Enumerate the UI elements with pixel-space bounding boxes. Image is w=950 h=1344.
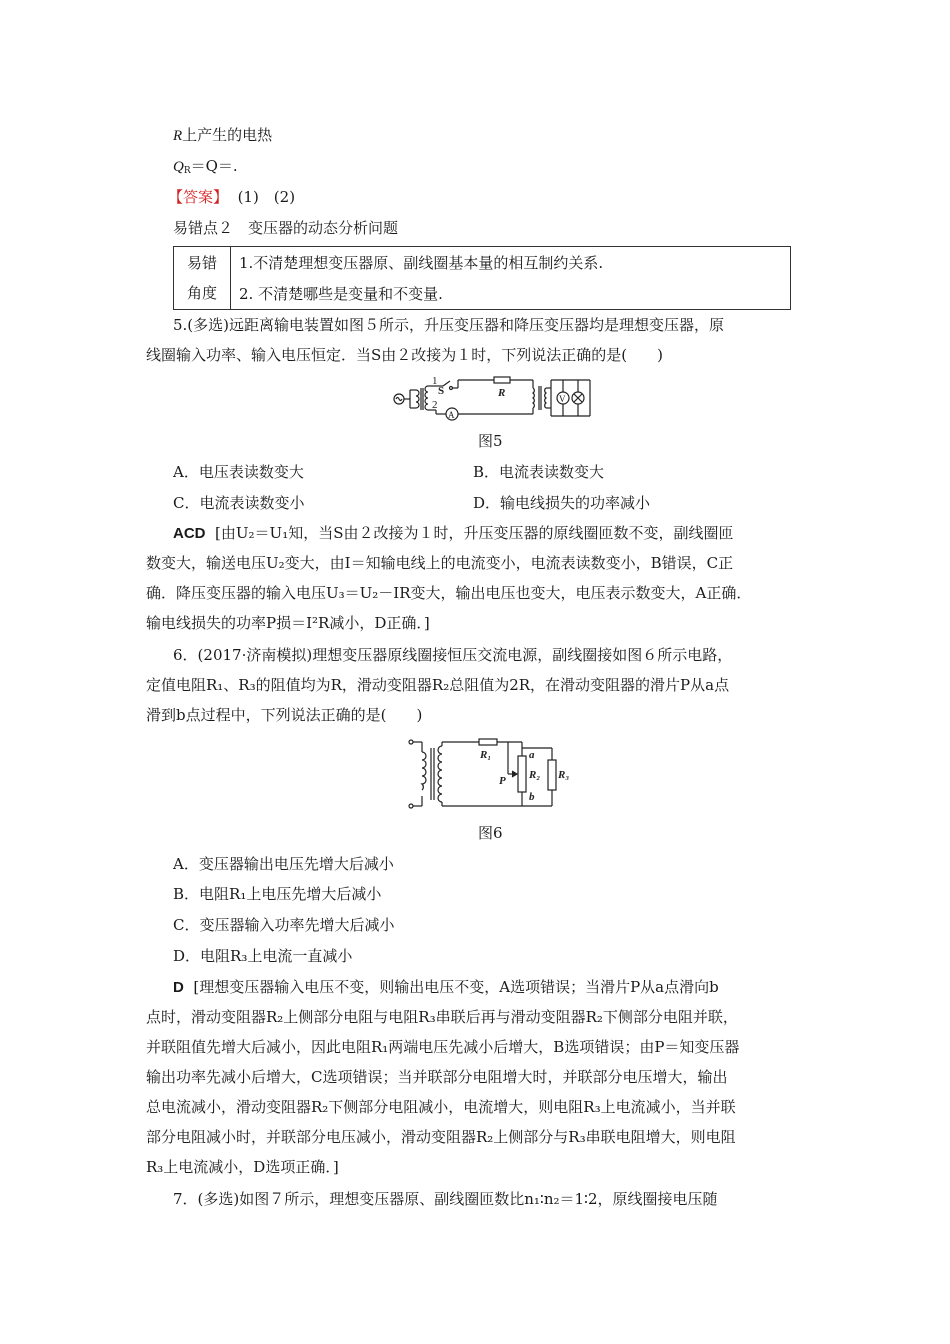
answer-tag: 【答案】 [168, 188, 229, 206]
fig6-label-r2: R₂ [529, 769, 541, 781]
q5-explanation-2: 数变大，输送电压U₂变大，由I＝知输电线上的电流变小，电流表读数变小，B错误，C正 [146, 554, 734, 572]
q6-explanation-2: 点时，滑动变阻器R₂上侧部分电阻与电阻R₃串联后再与滑动变阻器R₂下侧部分电阻并联， [146, 1008, 738, 1026]
q5-option-a: A．电压表读数变大 [173, 463, 304, 481]
heat-line [173, 125, 272, 146]
q5-answer-key: ACD [173, 525, 206, 542]
heat-formula [173, 156, 238, 181]
q6-explanation-5: 总电流减小，滑动变阻器R₂下侧部分电阻减小，电流增大，则电阻R₃上电流减小，当并联 [146, 1098, 736, 1116]
fig6-label-a: a [529, 749, 535, 761]
q5-option-b: B．电流表读数变大 [473, 463, 605, 481]
var-q-sub: R [183, 166, 191, 176]
figure-5-circuit [388, 372, 600, 424]
fig5-label-1: 1 [432, 375, 438, 387]
fig6-label-b: b [529, 791, 535, 803]
fig5-label-r: R [498, 387, 506, 399]
q6-option-b: B．电阻R₁上电压先增大后减小 [173, 885, 382, 903]
fig5-label-s: S [438, 385, 445, 397]
error-angle-table [173, 246, 791, 310]
q5-exp1-text: [由U₂＝U₁知，当S由２改接为１时，升压变压器的原线圈匝数不变，副线圈匝 [215, 524, 734, 542]
q6-exp1-text: [理想变压器输入电压不变，则输出电压不变，A选项错误；当滑片P从a点滑向b [193, 978, 719, 996]
q6-explanation-6: 部分电阻减小时，并联部分电压减小，滑动变阻器R₂上侧部分与R₃串联电阻增大，则电阻 [146, 1128, 736, 1146]
q6-option-c: C．变压器输入功率先增大后减小 [173, 916, 395, 934]
q6-explanation-3: 并联阻值先增大后减小，因此电阻R₁两端电压先减小后增大，B选项错误；由P＝知变压器 [146, 1038, 740, 1056]
var-q: Q [173, 159, 184, 175]
section-heading: 易错点２ 变压器的动态分析问题 [173, 219, 399, 237]
q6-line1: 6．(2017·济南模拟)理想变压器原线圈接恒压交流电源，副线圈接如图６所示电路， [173, 646, 733, 664]
fig6-label-p: P [499, 775, 506, 787]
figure-6-caption: 图6 [478, 824, 503, 842]
formula-rest: ＝Q＝. [190, 157, 238, 175]
figure-5-caption: 图5 [478, 432, 503, 450]
table-row-2: 2. 不清楚哪些是变量和不变量. [231, 278, 791, 310]
q5-explanation-1 [173, 523, 734, 544]
fig5-voltmeter-label: V [559, 394, 566, 404]
var-r: R [173, 128, 183, 144]
q6-line3: 滑到b点过程中，下列说法正确的是( ) [146, 706, 423, 724]
q6-option-d: D．电阻R₃上电流一直减小 [173, 947, 353, 965]
q5-option-c: C．电流表读数变小 [173, 494, 305, 512]
table-header-line2: 角度 [186, 284, 217, 302]
q6-explanation-1 [173, 977, 719, 998]
fig6-label-r3: R₃ [558, 769, 570, 781]
q6-option-a: A．变压器输出电压先增大后减小 [173, 855, 394, 873]
q5-line2: 线圈输入功率、输入电压恒定．当S由２改接为１时，下列说法正确的是( ) [146, 346, 663, 364]
q6-answer-key: D [173, 979, 184, 996]
q5-explanation-3: 确．降压变压器的输入电压U₃＝U₂－IR变大，输出电压也变大，电压表示数变大，A正确． [146, 584, 752, 602]
q6-explanation-4: 输出功率先减小后增大，C选项错误；当并联部分电阻增大时，并联部分电压增大，输出 [146, 1068, 728, 1086]
table-header-line1: 易错 [186, 254, 217, 272]
q6-explanation-7: R₃上电流减小，D选项正确．] [146, 1158, 339, 1176]
q5-line1: 5.(多选)远距离输电装置如图５所示，升压变压器和降压变压器均是理想变压器，原 [173, 316, 725, 334]
table-header [174, 247, 231, 310]
q5-option-d: D．输电线损失的功率减小 [473, 494, 651, 512]
fig5-label-2: 2 [432, 399, 438, 411]
figure-6-circuit [404, 738, 584, 810]
fig6-label-r1: R₁ [480, 749, 492, 761]
table-row-1: 1.不清楚理想变压器原、副线圈基本量的相互制约关系. [231, 247, 791, 279]
q7-line1: 7．(多选)如图７所示，理想变压器原、副线圈匝数比n₁∶n₂＝1∶2，原线圈接电压随 [173, 1190, 718, 1208]
fig5-ammeter-label: A [448, 410, 455, 420]
answer-line [168, 187, 295, 207]
heat-text: 上产生的电热 [182, 126, 273, 144]
q5-explanation-4: 输电线损失的功率P损＝I²R减小，D正确．] [146, 614, 430, 632]
answer-values: (1) (2) [237, 188, 296, 206]
q6-line2: 定值电阻R₁、R₃的阻值均为R，滑动变阻器R₂总阻值为2R，在滑动变阻器的滑片P从a点 [146, 676, 730, 694]
